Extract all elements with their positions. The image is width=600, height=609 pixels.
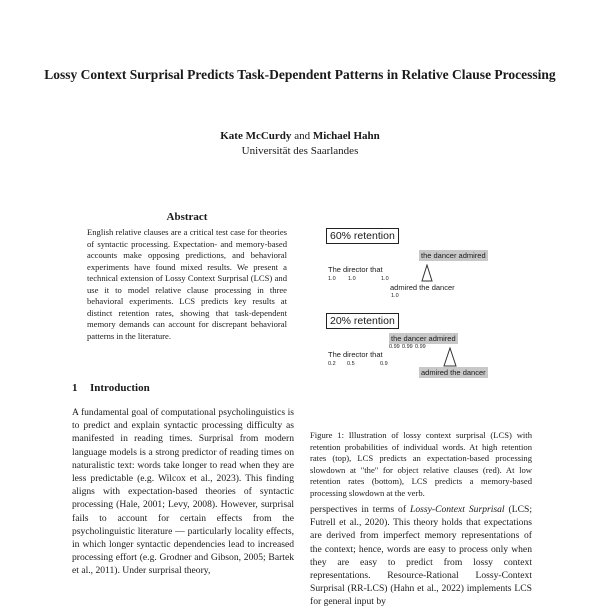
abstract-text: English relative clauses are a critical test case for theories of syntactic processing. Expectation- and memory-based accounts make opposing predictions, and behavioral experiments have found mixed results. We present a technical extension of Lossy Context Surprisal (LCS) and use it to model relative clause processing in three behavioral experiments. LCS predicts key results at distinct retention rates, showing that task-dependent memory demands can account for discrepant behavioral patterns in the literature. xyxy=(87,227,287,341)
continuation-chip: the dancer admired xyxy=(391,334,456,343)
panel-label: 60% retention xyxy=(326,228,399,244)
affiliation: Universität des Saarlandes xyxy=(241,145,359,157)
retention-prob: 0.9 xyxy=(380,361,388,367)
continuation-text: admired the dancer xyxy=(390,283,455,292)
figure-caption: Figure 1: Illustration of lossy context surprisal (LCS) with retention probabilities of individual words. At high retention rates (top), LCS predicts an expectation-based processing slowdown at "the" for object relative clauses (red). At low retention rates (bottom), LCS predicts a memory-based processing slowdown at the verb. xyxy=(310,430,532,498)
body-text-span: (LCS; Futrell et al., 2020). This theory holds that expectations are derived from imperfect memory representations of the context; hence, words are easy to process only when they are easy to predict from lossy context representations. Resource-Rational Lossy-Context Surprisal (RR-LCS) (Hahn et al., 2022) implements LCS for general input by xyxy=(310,504,533,608)
abstract-heading: Abstract xyxy=(166,211,208,223)
retention-prob: 1.0 xyxy=(391,293,399,299)
continuation-chip: admired the dancer xyxy=(421,368,486,377)
author-conjunction: and xyxy=(294,130,311,142)
figure-1 xyxy=(300,222,540,382)
author-name: Michael Hahn xyxy=(312,130,380,142)
body-text-span: perspectives in terms of xyxy=(310,504,411,515)
panel-label: 20% retention xyxy=(326,313,399,329)
uncertainty-triangle-icon xyxy=(443,347,457,367)
retention-prob: 0.99 xyxy=(389,344,400,350)
retention-prob: 0.99 xyxy=(415,344,426,350)
section-title: Introduction xyxy=(90,382,150,394)
section-number: 1 xyxy=(72,382,78,394)
retention-prob: 0.2 xyxy=(328,361,336,367)
author-block xyxy=(0,129,600,159)
uncertainty-triangle-icon xyxy=(421,264,433,282)
paper-title: Lossy Context Surprisal Predicts Task-Dependent Patterns in Relative Clause Processing xyxy=(44,67,556,82)
body-text-left: A fundamental goal of computational psycholinguistics is to predict and explain syntactic processing difficulty as manifested in reading times. Surprisal from modern language models is a strong predictor of reading times on naturalistic text: words take longer to read when they are less predictable (e.g. Wilcox et al., 2023). This finding aligns with expectation-based theories of syntactic processing (Hale, 2001; Levy, 2008). However, surprisal fails to account for certain effects from the psycholinguistic literature — particularly locality effects, in which longer syntactic dependencies lead to increased processing effort (e.g. Grodner and Gibson, 2005; Bartek et al., 2011). Under surprisal theory, xyxy=(72,407,294,577)
retention-prob: 1.0 xyxy=(348,276,356,282)
sentence-prefix: The director that xyxy=(328,265,383,274)
sentence-prefix: The director that xyxy=(328,350,383,359)
retention-prob: 1.0 xyxy=(381,276,389,282)
retention-prob: 0.99 xyxy=(402,344,413,350)
author-name: Kate McCurdy xyxy=(220,130,292,142)
continuation-chip: the dancer admired xyxy=(421,251,486,260)
section-heading xyxy=(72,382,150,394)
emphasized-term: Lossy-Context Surprisal xyxy=(410,504,505,515)
retention-prob: 0.5 xyxy=(347,361,355,367)
body-text-right xyxy=(310,503,532,609)
retention-prob: 1.0 xyxy=(328,276,336,282)
